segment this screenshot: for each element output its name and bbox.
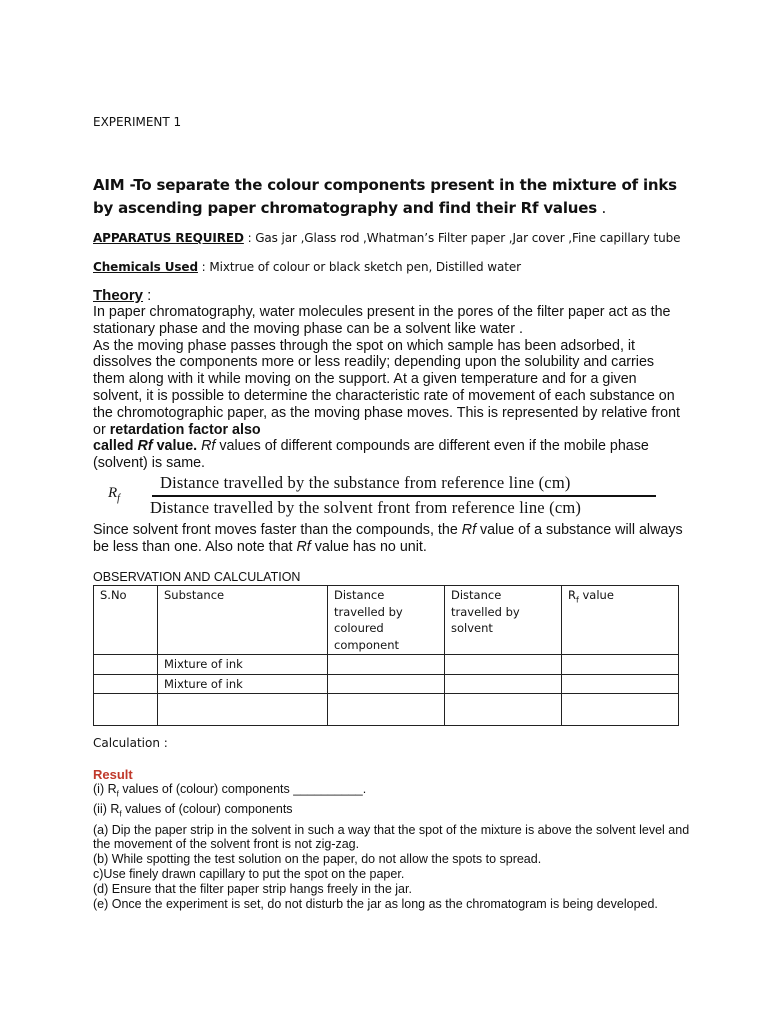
- precaution-e: (e) Once the experiment is set, do not disturb the jar as long as the chromatogram is being developed.: [93, 896, 658, 911]
- aim-statement: [93, 174, 693, 220]
- precaution-d: (d) Ensure that the filter paper strip hangs freely in the jar.: [93, 881, 412, 896]
- calculation-label: Calculation :: [93, 736, 168, 750]
- table-row: Mixture of ink: [94, 674, 679, 694]
- apparatus-label: APPARATUS REQUIRED: [93, 231, 244, 245]
- header-distance-solvent: Distance travelled by solvent: [445, 586, 562, 655]
- precaution-a: (a) Dip the paper strip in the solvent in such a way that the spot of the mixture is above the solvent level and the movement of the solvent front is not zig-zag.: [93, 822, 690, 852]
- table-header-row: [94, 586, 679, 655]
- rf-note: Since solvent front moves faster than the compounds, the Rf value of a substance will always be less than one. Also note that Rf value has no unit.: [93, 522, 683, 555]
- observation-table: [93, 585, 679, 726]
- result-item-i: (i) $R_f$ values of (colour) components __________.: [93, 782, 367, 799]
- chemicals-value: Mixtrue of colour or black sketch pen, Distilled water: [209, 260, 521, 274]
- theory-paragraph-1: In paper chromatography, water molecules present in the pores of the filter paper act as the stationary phase and the moving phase can be a solvent like water .: [93, 304, 671, 337]
- rf-symbol: $R_f$: [108, 485, 120, 504]
- theory-paragraph-3: called Rf value. Rf values of different compounds are different even if the mobile phase (solvent) is same.: [93, 438, 649, 472]
- fraction-line: [152, 495, 656, 497]
- result-heading: Result: [93, 767, 133, 782]
- header-distance-component: Distance travelled by coloured component: [328, 586, 445, 655]
- apparatus-line: [93, 231, 680, 245]
- aim-text: AIM -To separate the colour components present in the mixture of inks by ascending paper chromatography and find their Rf values: [93, 176, 677, 217]
- apparatus-sep: :: [243, 231, 256, 245]
- precaution-c: c)Use finely drawn capillary to put the spot on the paper.: [93, 866, 405, 881]
- chemicals-label: Chemicals Used: [93, 260, 198, 274]
- formula-denominator: Distance travelled by the solvent front from reference line (cm): [150, 498, 582, 517]
- result-body: [93, 782, 693, 911]
- precaution-b: (b) While spotting the test solution on the paper, do not allow the spots to spread.: [93, 852, 542, 867]
- theory-heading-colon: :: [143, 287, 152, 304]
- header-substance: Substance: [158, 586, 328, 655]
- table-row: [94, 694, 679, 726]
- apparatus-value: Gas jar ,Glass rod ,Whatman’s Filter paper ,Jar cover ,Fine capillary tube: [255, 231, 681, 245]
- rf-formula: [108, 473, 668, 521]
- theory-paragraph-2: As the moving phase passes through the spot on which sample has been adsorbed, it dissolves the components more or less readily; depending upon the solubility and carries them along with it while moving on the support. At a given temperature and for a given solvent, it is possible to determine the characteristic rate of movement of each substance on the chromotographic paper, as the moving phase moves. This is represented by relative front or retardation factor also: [93, 337, 681, 438]
- theory-body: [93, 304, 683, 472]
- theory-heading-text: Theory: [93, 287, 144, 304]
- aim-tail: .: [596, 199, 607, 217]
- header-sno: S.No: [94, 586, 158, 655]
- chemicals-sep: :: [197, 260, 210, 274]
- header-rf-value: $R_f$ value: [562, 586, 679, 655]
- table-row: Mixture of ink: [94, 655, 679, 675]
- retardation-factor-term: retardation factor also: [109, 421, 261, 438]
- formula-numerator: Distance travelled by the substance from reference line (cm): [160, 473, 571, 492]
- chemicals-line: [93, 260, 521, 274]
- result-item-ii: (ii) $R_f$ values of (colour) components: [93, 802, 293, 819]
- experiment-title: EXPERIMENT 1: [93, 115, 182, 129]
- theory-heading: [93, 287, 151, 304]
- observation-title: OBSERVATION AND CALCULATION: [93, 570, 301, 584]
